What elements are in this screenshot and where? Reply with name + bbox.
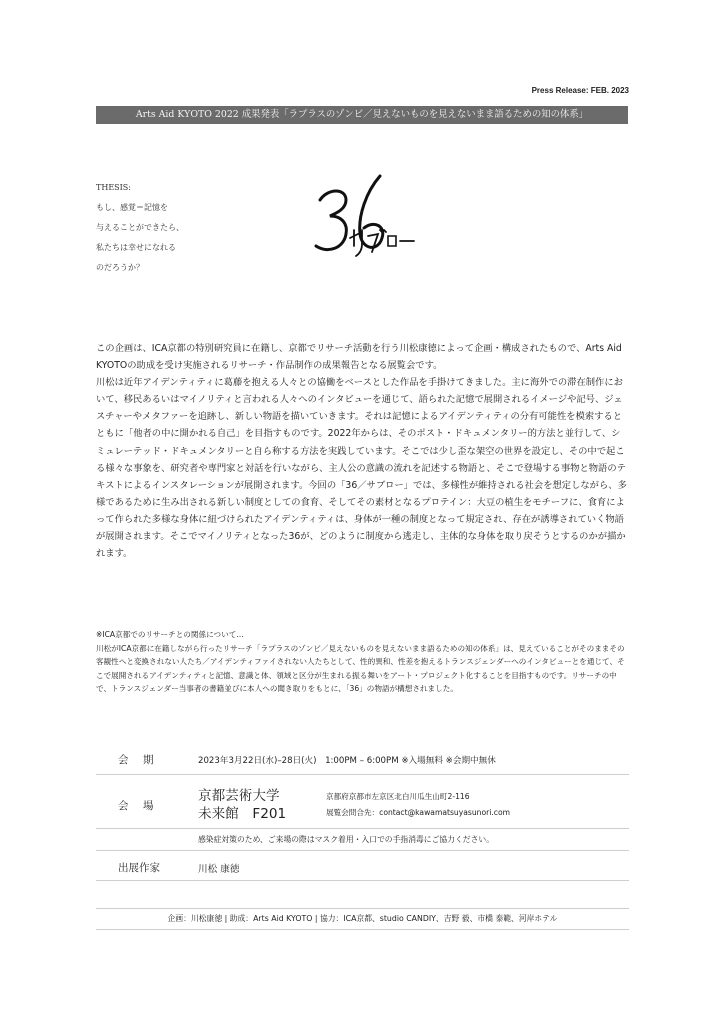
research-note [96,628,629,696]
venue-contact[interactable]: 展覧会問合先：contact@kawamatsuyasunori.com [326,808,510,817]
covid-row [96,832,629,851]
description-paragraph: この企画は、ICA京都の特別研究員に在籍し、京都でリサーチ活動を行う川松康徳によって企画・構成されたもので、Arts Aid KYOTOの助成を受け実施されるリサーチ・作品制作の成果報告となる展覧会です。 [96,343,622,372]
exhibition-logo [306,172,416,276]
note-title: ※ICA京都でのリサーチとの関係について… [96,630,244,639]
thesis-line: 私たちは幸せになれる [96,243,176,252]
credits-line: 企画：川松康徳 | 助成：Arts Aid KYOTO | 協力：ICA京都、studio CANDIY、吉野 毅、市橋 泰範、河岸ホテル [96,908,629,930]
artist-row [96,854,629,881]
thesis-line: もし、感覚＝記憶を [96,203,168,212]
period-label: 会 期 [118,754,156,766]
press-release-date: Press Release: FEB. 2023 [531,86,629,95]
venue-name-2: 未来館 F201 [198,806,287,822]
artist-label: 出展作家 [118,862,160,874]
artist-value: 川松 康徳 [198,864,240,875]
exhibition-description [96,340,629,562]
venue-name-1: 京都芸術大学 [198,788,280,804]
thesis-block [96,178,184,278]
venue-label: 会 場 [118,800,156,812]
covid-notice: 感染症対策のため、ご来場の際はマスク着用・入口での手指消毒にご協力ください。 [198,835,494,844]
venue-address: 京都府京都市左京区北白川瓜生山町2-116 [326,792,470,801]
period-value: 2023年3月22日(水)–28日(火) 1:00PM – 6:00PM ※入場無料 ※会期中無休 [198,756,496,766]
thesis-line: 与えることができたら、 [96,223,184,232]
period-row [96,748,629,775]
venue-row [96,784,629,829]
thesis-line: のだろうか？ [96,263,144,272]
logo-36-handwritten [306,172,416,276]
exhibition-title-banner: Arts Aid KYOTO 2022 成果発表「ラプラスのゾンビ／見えないものを見えないまま語るための知の体系」 [96,106,628,124]
note-text: 川松がICA京都に在籍しながら行ったリサーチ「ラプラスのゾンビ／見えないものを見えないまま語るための知の体系」は、見えていることがそのままその客観性へと変換されない人たち／アイデンティファイされない人たちとして、性的異和、性差を抱えるトランスジェンダーへのインタビューとを通じて、そこで展開されるアイデンティティと記憶、意識と体、領域と区分が生まれる振る舞いをアート・プロジェクト化することを目指すものです。リサーチの中で、トランスジェンダー当事者の書籍並びに本人への聞き取りをもとに、「36」の物語が構想されました。 [96,643,625,693]
description-paragraph: 川松は近年アイデンティティに葛藤を抱える人々との協働をベースとした作品を手掛けてきました。主に海外での滞在制作において、移民あるいはマイノリティと言われる人々へのインタビューを通じて、語られた記憶で展開されるイメージや記号、ジェスチャーやメタファーを追跡し、新しい物語を描いていきます。それは記憶によるアイデンティティの分有可能性を模索するとともに「他者の中に開かれる自己」を目指すものです。2022年からは、そのポスト・ドキュメンタリー的方法と並行して、シミュレーテッド・ドキュメンタリーと自ら称する方法を実践しています。そこでは少し歪な架空の世界を設定し、その中で起こる様々な事象を、研究者や専門家と対話を行いながら、主人公の意識の流れを記述する物語と、そこで登場する事物と物語のテキストによるインスタレーションが展開されます。今回の「36／サブロー」では、多様性が維持される社会を想定しながら、多様であるために生み出される新しい制度としての食育、そしてその素材となるプロテイン：大豆の植生をモチーフに、食育によって作られた多様な身体に紐づけられたアイデンティティは、身体が一種の制度となって規定され、存在が誘導されていく物語が展開されます。そこでマイノリティとなった36が、どのように制度から逃走し、主体的な身体を取り戻そうとするのかが描かれます。 [96,377,627,560]
thesis-label: THESIS: [96,183,131,192]
